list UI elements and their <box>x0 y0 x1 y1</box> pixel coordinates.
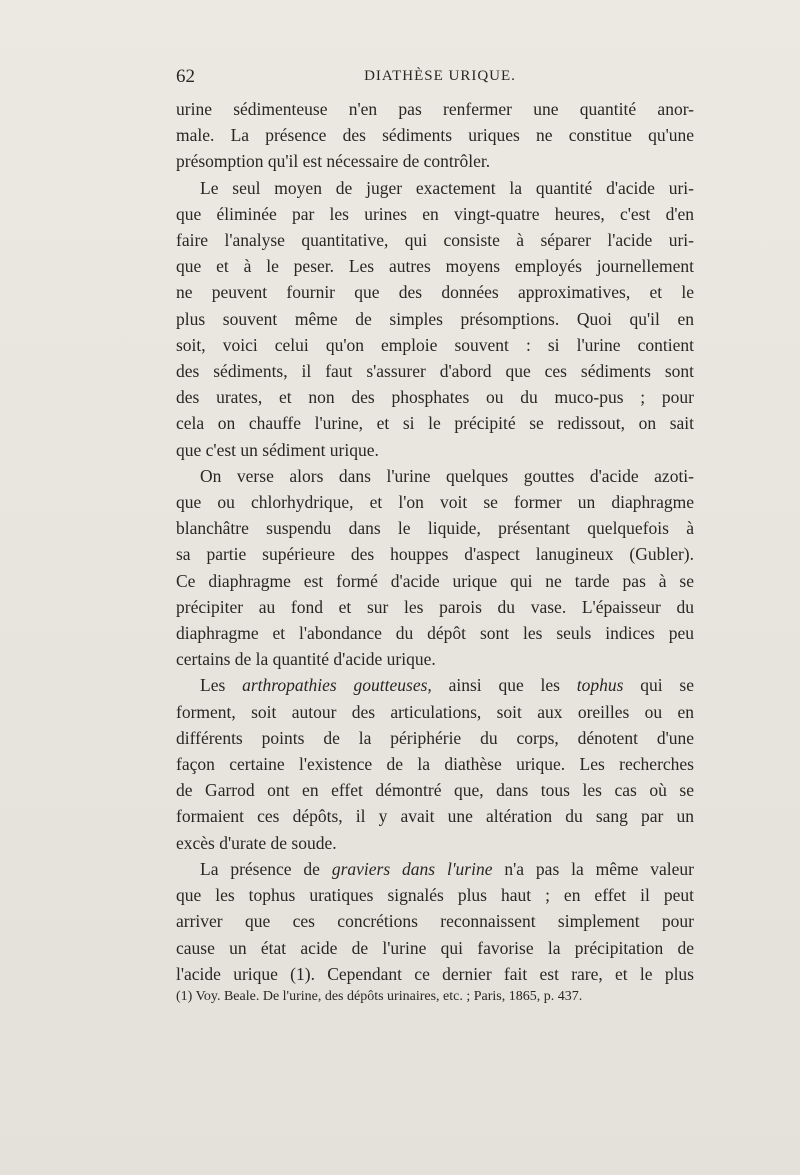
text-line: forment, soit autour des articulations, soit aux oreilles ou en <box>176 701 694 722</box>
text-run: qui se <box>623 675 694 696</box>
paragraph-2 <box>176 175 694 463</box>
running-title: DIATHÈSE URIQUE. <box>364 68 516 84</box>
text-run: n'a pas la même valeur <box>492 858 694 879</box>
paragraph-4 <box>176 672 694 855</box>
footnote: (1) Voy. Beale. De l'urine, des dépôts urinaires, etc. ; Paris, 1865, p. 437. <box>176 989 583 1004</box>
text-line: façon certaine l'existence de la diathèse urique. Les recherches <box>176 754 694 775</box>
text-line: sa partie supérieure des houppes d'aspect lanugineux (Gubler). <box>176 544 694 565</box>
text-line: précipiter au fond et sur les parois du vase. L'épaisseur du <box>176 596 694 617</box>
paragraph-1 <box>176 96 694 175</box>
text-line: certains de la quantité d'acide urique. <box>176 649 436 670</box>
text-line: urine sédimenteuse n'en pas renfermer une quantité anor- <box>176 99 694 119</box>
paragraph-5 <box>176 856 694 987</box>
text-line: cause un état acide de l'urine qui favorise la précipitation de <box>176 937 694 958</box>
text-line: des sédiments, il faut s'assurer d'abord que ces sédiments sont <box>176 361 694 382</box>
text-line: présomption qu'il est nécessaire de contrôler. <box>176 151 491 172</box>
text-line <box>176 672 694 698</box>
text-line: ne peuvent fournir que des données approximatives, et le <box>176 282 694 303</box>
text-line: blanchâtre suspendu dans le liquide, présentant quelquefois à <box>176 518 694 539</box>
italic-term: tophus <box>576 675 624 696</box>
italic-term: graviers dans l'urine <box>331 858 493 879</box>
text-line: que éliminée par les urines en vingt-quatre heures, c'est d'en <box>176 203 694 224</box>
text-line: que c'est un sédiment urique. <box>176 439 379 460</box>
text-line: diaphragme et l'abondance du dépôt sont les seuls indices peu <box>176 623 694 644</box>
text-line: On verse alors dans l'urine quelques gouttes d'acide azoti- <box>200 465 694 486</box>
text-line: de Garrod ont en effet démontré que, dans tous les cas où se <box>176 780 694 801</box>
text-line: que les tophus uratiques signalés plus haut ; en effet il peut <box>176 885 694 906</box>
body-text <box>176 96 694 987</box>
text-line: cela on chauffe l'urine, et si le précipité se redissout, on sait <box>176 413 694 434</box>
text-line: différents points de la périphérie du corps, dénotent d'une <box>176 727 694 748</box>
paragraph-3 <box>176 463 694 673</box>
text-line: des urates, et non des phosphates ou du muco-pus ; pour <box>176 387 694 408</box>
text-line: faire l'analyse quantitative, qui consiste à séparer l'acide uri- <box>176 230 694 251</box>
text-run: Les <box>200 675 243 696</box>
text-line <box>176 856 694 882</box>
text-line: soit, voici celui qu'on emploie souvent : si l'urine contient <box>176 334 694 355</box>
text-line: plus souvent même de simples présomptions. Quoi qu'il en <box>176 308 694 329</box>
text-line: excès d'urate de soude. <box>176 832 337 853</box>
text-line: male. La présence des sédiments uriques ne constitue qu'une <box>176 125 694 146</box>
page-number: 62 <box>176 66 195 87</box>
text-line: formaient ces dépôts, il y avait une altération du sang par un <box>176 806 694 827</box>
italic-term: arthropathies goutteuses, <box>242 675 432 696</box>
text-run: ainsi que les <box>431 675 577 696</box>
text-run: La présence de <box>200 858 332 879</box>
text-line: que ou chlorhydrique, et l'on voit se former un diaphragme <box>176 492 694 513</box>
text-line: Le seul moyen de juger exactement la quantité d'acide uri- <box>200 177 694 198</box>
text-line: Ce diaphragme est formé d'acide urique qui ne tarde pas à se <box>176 570 694 591</box>
page-header <box>176 66 694 92</box>
text-line: que et à le peser. Les autres moyens employés journellement <box>176 256 694 277</box>
text-line: l'acide urique (1). Cependant ce dernier fait est rare, et le plus <box>176 963 694 984</box>
text-line: arriver que ces concrétions reconnaissent simplement pour <box>176 911 694 932</box>
